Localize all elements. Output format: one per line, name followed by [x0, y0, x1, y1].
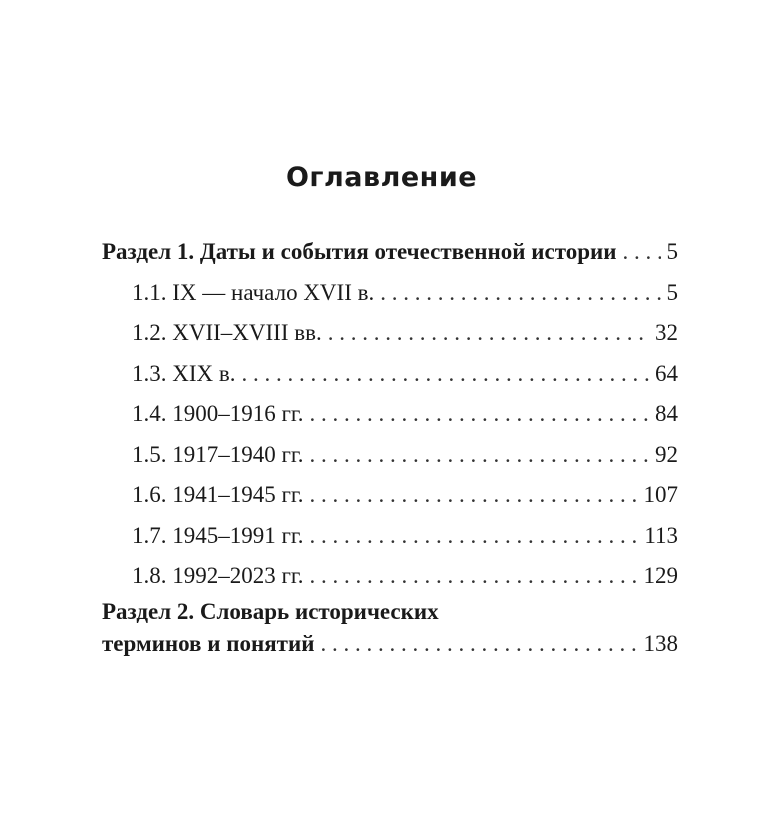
- dot-leader: [310, 556, 638, 597]
- toc-section-label: Раздел 1. Даты и события отечественной истории: [102, 239, 617, 264]
- toc-item[interactable]: [102, 516, 678, 557]
- toc-page-number: 5: [666, 279, 678, 305]
- dot-leader: [328, 313, 649, 354]
- toc-page-number: 113: [644, 522, 678, 548]
- toc-page-number: 5: [666, 239, 678, 264]
- toc-page-number: 107: [643, 482, 678, 507]
- toc-item-label: 1.2. XVII–XVIII вв.: [132, 320, 322, 345]
- toc-page-number: 64: [655, 360, 678, 386]
- toc-item-label: 1.1. IX — начало XVII в.: [132, 279, 375, 305]
- toc-item-label: 1.8. 1992–2023 гг.: [132, 563, 304, 588]
- dot-leader: [310, 516, 639, 557]
- toc-item[interactable]: [102, 354, 678, 395]
- dot-leader: [380, 273, 660, 314]
- toc-page-number: 138: [643, 630, 678, 656]
- dot-leader: [310, 475, 638, 516]
- toc-item[interactable]: [102, 313, 678, 354]
- toc-section-2-line-2[interactable]: [102, 627, 678, 661]
- dot-leader: [623, 232, 661, 273]
- toc-item[interactable]: [102, 435, 678, 476]
- toc-section-label: Раздел 2. Словарь исторических: [102, 598, 439, 624]
- toc-page-number: 84: [655, 401, 678, 426]
- toc-item-label: 1.4. 1900–1916 гг.: [132, 401, 304, 426]
- page-title: Оглавление: [285, 162, 478, 193]
- toc-page-number: 129: [643, 563, 678, 588]
- toc-item-label: 1.5. 1917–1940 гг.: [132, 441, 304, 467]
- dot-leader: [320, 627, 637, 661]
- dot-leader: [242, 354, 650, 395]
- dot-leader: [310, 394, 649, 435]
- toc-item-label: 1.7. 1945–1991 гг.: [132, 522, 304, 548]
- toc-section-label-continued: терминов и понятий: [102, 630, 315, 656]
- toc-item-label: 1.6. 1941–1945 гг.: [132, 482, 304, 507]
- toc-item-label: 1.3. XIX в.: [132, 360, 236, 386]
- toc-section-1[interactable]: [102, 232, 678, 273]
- toc-page-number: 32: [655, 320, 678, 345]
- toc-page-number: 92: [655, 441, 678, 467]
- toc-item[interactable]: [102, 273, 678, 314]
- dot-leader: [310, 435, 649, 476]
- toc-item[interactable]: [102, 475, 678, 516]
- toc-item[interactable]: [102, 394, 678, 435]
- toc-section-2-line-1[interactable]: [102, 597, 678, 627]
- table-of-contents: [102, 232, 678, 661]
- toc-item[interactable]: [102, 556, 678, 597]
